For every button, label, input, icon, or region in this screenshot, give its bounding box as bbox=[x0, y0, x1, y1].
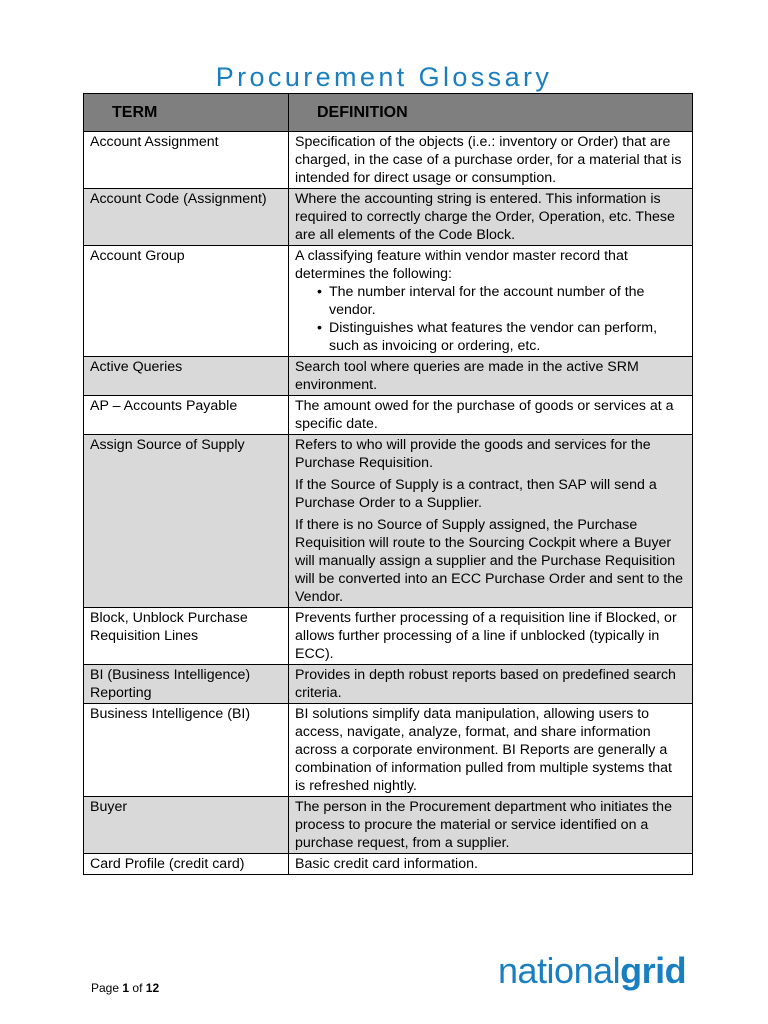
definition-cell bbox=[289, 189, 693, 246]
table-row bbox=[84, 435, 693, 608]
definition-cell bbox=[289, 132, 693, 189]
term-cell: Active Queries bbox=[84, 357, 289, 396]
definition-paragraph: Refers to who will provide the goods and services for the Purchase Requisition. bbox=[295, 437, 651, 471]
term-cell: AP – Accounts Payable bbox=[84, 396, 289, 435]
definition-cell bbox=[289, 854, 693, 875]
definition-cell bbox=[289, 246, 693, 357]
definition-paragraph: Search tool where queries are made in the active SRM environment. bbox=[295, 359, 639, 393]
table-row bbox=[84, 246, 693, 357]
definition-paragraph: If there is no Source of Supply assigned, the Purchase Requisition will route to the Sourcing Cockpit where a Buyer will manually assign a supplier and the Purchase Requisition will be converted into an ECC Purchase Order and sent to the Vendor. bbox=[295, 517, 684, 605]
term-cell: Buyer bbox=[84, 797, 289, 854]
definition-bullet-item: • Distinguishes what features the vendor can perform, such as invoicing or ordering, etc. bbox=[317, 319, 686, 355]
definition-cell bbox=[289, 797, 693, 854]
table-row bbox=[84, 797, 693, 854]
definition-bullet-list bbox=[295, 283, 686, 355]
definition-cell bbox=[289, 357, 693, 396]
logo-text-light: national bbox=[498, 950, 621, 991]
page-total: 12 bbox=[145, 981, 160, 995]
definition-paragraph: If the Source of Supply is a contract, then SAP will send a Purchase Order to a Supplier. bbox=[295, 477, 657, 511]
term-cell: Business Intelligence (BI) bbox=[84, 704, 289, 797]
definition-cell bbox=[289, 704, 693, 797]
term-cell: Account Assignment bbox=[84, 132, 289, 189]
table-row bbox=[84, 854, 693, 875]
definition-column-header: DEFINITION bbox=[289, 94, 693, 132]
table-row bbox=[84, 608, 693, 665]
definition-paragraph: The amount owed for the purchase of goods or services at a specific date. bbox=[295, 398, 674, 432]
table-row bbox=[84, 704, 693, 797]
table-row bbox=[84, 357, 693, 396]
definition-cell bbox=[289, 608, 693, 665]
table-row bbox=[84, 132, 693, 189]
glossary-table bbox=[83, 93, 693, 875]
term-cell: Assign Source of Supply bbox=[84, 435, 289, 608]
definition-cell bbox=[289, 435, 693, 608]
page-of: of bbox=[132, 981, 143, 995]
term-cell: Account Code (Assignment) bbox=[84, 189, 289, 246]
definition-paragraph: Where the accounting string is entered. This information is required to correctly charge the Order, Operation, etc. These are all elements of the Code Block. bbox=[295, 191, 675, 243]
table-row bbox=[84, 665, 693, 704]
definition-bullet-item: • The number interval for the account number of the vendor. bbox=[317, 283, 686, 319]
term-cell: Card Profile (credit card) bbox=[84, 854, 289, 875]
page-current: 1 bbox=[122, 981, 130, 995]
definition-paragraph: BI solutions simplify data manipulation, allowing users to access, navigate, analyze, format, and share information across a corporate environment. BI Reports are generally a combination of information pulled from multiple systems that is refreshed nightly. bbox=[295, 706, 672, 794]
national-grid-logo bbox=[498, 950, 686, 992]
definition-cell bbox=[289, 396, 693, 435]
glossary-body bbox=[84, 132, 693, 875]
definition-paragraph: The person in the Procurement department who initiates the process to procure the material or service identified on a purchase request, from a supplier. bbox=[295, 799, 672, 851]
definition-paragraph: Prevents further processing of a requisition line if Blocked, or allows further processing of a line if unblocked (typically in ECC). bbox=[295, 610, 677, 662]
term-cell: BI (Business Intelligence) Reporting bbox=[84, 665, 289, 704]
page-prefix: Page bbox=[91, 981, 120, 995]
term-cell: Block, Unblock Purchase Requisition Lines bbox=[84, 608, 289, 665]
term-column-header: TERM bbox=[84, 94, 289, 132]
page-number bbox=[91, 981, 159, 995]
term-cell: Account Group bbox=[84, 246, 289, 357]
page-title: Procurement Glossary bbox=[215, 62, 553, 93]
table-row bbox=[84, 396, 693, 435]
definition-paragraph: Specification of the objects (i.e.: inventory or Order) that are charged, in the case of a purchase order, for a material that is intended for direct usage or consumption. bbox=[295, 134, 682, 186]
definition-cell bbox=[289, 665, 693, 704]
definition-paragraph: A classifying feature within vendor master record that determines the following: bbox=[295, 248, 628, 282]
table-header-row bbox=[84, 94, 693, 132]
definition-paragraph: Provides in depth robust reports based on predefined search criteria. bbox=[295, 667, 676, 701]
table-row bbox=[84, 189, 693, 246]
logo-text-bold: grid bbox=[620, 950, 687, 991]
definition-paragraph: Basic credit card information. bbox=[295, 856, 478, 872]
